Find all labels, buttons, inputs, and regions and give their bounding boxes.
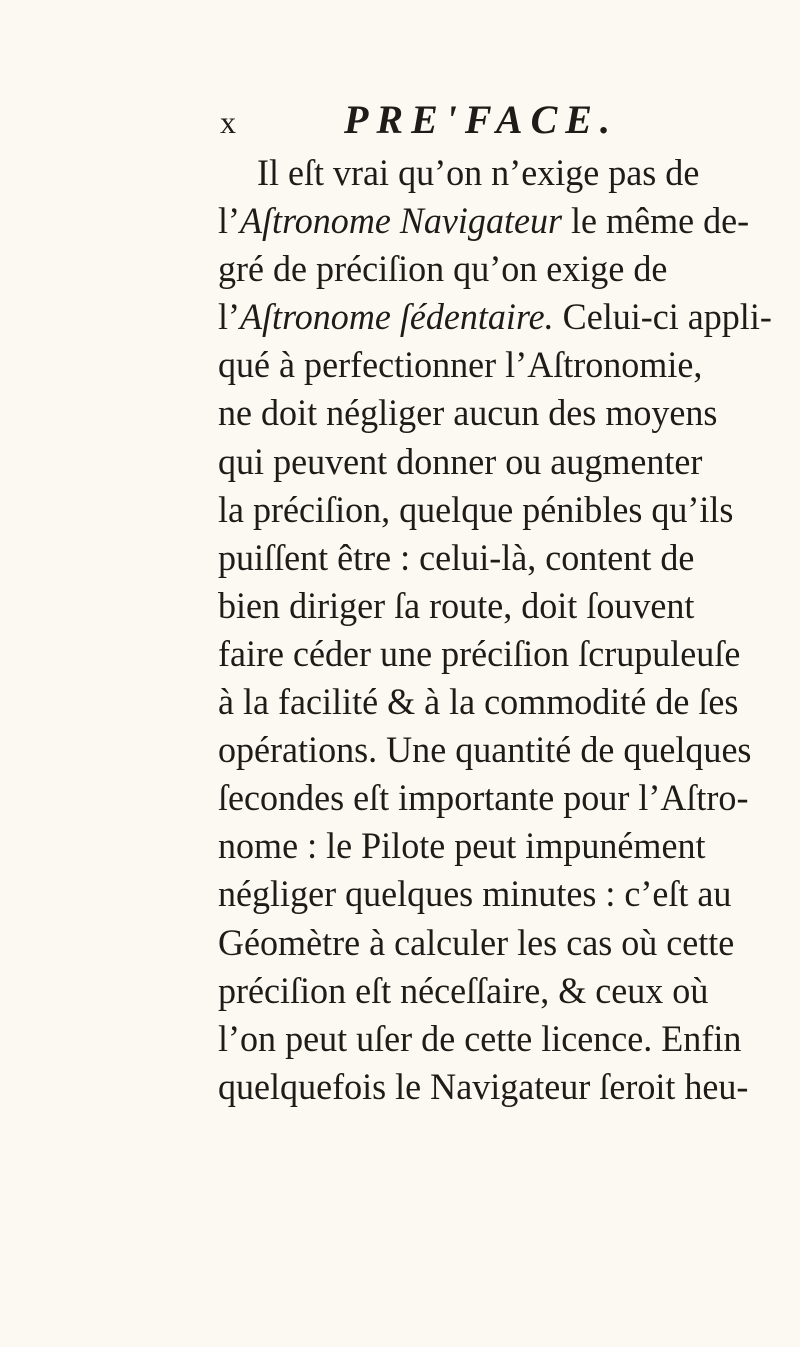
- text-line: la préciſion, quelque pénibles qu’ils: [218, 489, 734, 531]
- text-line: négliger quelques minutes : c’eſt au: [218, 874, 732, 916]
- italic-term: Aſtronome ſédentaire.: [240, 297, 554, 339]
- text-line: nome : le Pilote peut impunément: [218, 826, 706, 868]
- text-line: préciſion eſt néceſſaire, & ceux où: [218, 970, 709, 1012]
- page-header: [0, 96, 800, 146]
- text-line: faire céder une préciſion ſcrupuleuſe: [218, 633, 741, 675]
- text-line: ne doit négliger aucun des moyens: [218, 393, 718, 435]
- text-line: l’Aſtronome Navigateur le même de-: [218, 201, 750, 243]
- body-text: [218, 150, 798, 1112]
- text-line: quelquefois le Navigateur ſeroit heu-: [218, 1066, 749, 1108]
- text-line: puiſſent être : celui-là, content de: [218, 537, 695, 579]
- text-line: Il eſt vrai qu’on n’exige pas de: [256, 153, 700, 194]
- text-line: Géomètre à calculer les cas où cette: [218, 922, 735, 964]
- text-line: bien diriger ſa route, doit ſouvent: [218, 585, 695, 627]
- text-line: opérations. Une quantité de quelques: [218, 730, 752, 772]
- text-line: qué à perfectionner l’Aſtronomie,: [218, 345, 703, 387]
- italic-term: Aſtronome Navigateur: [240, 201, 563, 243]
- text-line: l’on peut uſer de cette licence. Enfin: [218, 1018, 742, 1060]
- text-line: à la facilité & à la commodité de ſes: [218, 682, 739, 724]
- text-line: l’Aſtronome ſédentaire. Celui-ci appli-: [218, 297, 772, 339]
- text-line: gré de préciſion qu’on exige de: [218, 249, 668, 291]
- running-title: PRE'FACE.: [344, 97, 618, 142]
- text-line: qui peuvent donner ou augmenter: [218, 441, 703, 483]
- page-number: x: [220, 104, 236, 140]
- text-line: ſecondes eſt importante pour l’Aſtro-: [218, 778, 749, 820]
